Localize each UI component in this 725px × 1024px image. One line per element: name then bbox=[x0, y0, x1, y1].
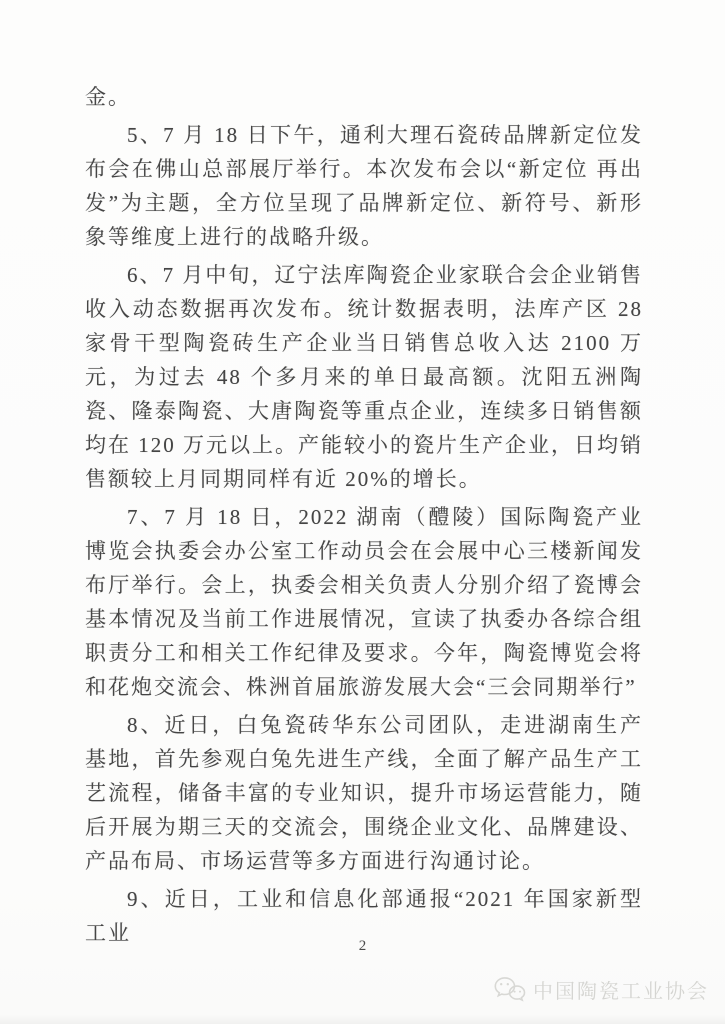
paragraph-item-9: 9、近日，工业和信息化部通报“2021 年国家新型工业 bbox=[85, 887, 643, 945]
watermark bbox=[492, 974, 709, 1004]
paragraph-item-8: 8、近日，白兔瓷砖华东公司团队，走进湖南生产基地，首先参观白兔先进生产线，全面了解产品生产工艺流程，储备丰富的专业知识，提升市场运营能力，随后开展为期三天的交流会，围绕企业文化、品牌建设、产品布局、市场运营等多方面进行沟通讨论。 bbox=[85, 713, 643, 873]
wechat-logo-icon bbox=[492, 974, 526, 1004]
paragraph-item-5: 5、7 月 18 日下午，通利大理石瓷砖品牌新定位发布会在佛山总部展厅举行。本次发布会以“新定位 再出发”为主题，全方位呈现了品牌新定位、新符号、新形象等维度上进行的战略升级。 bbox=[85, 123, 643, 249]
page-number: 2 bbox=[358, 938, 367, 954]
watermark-text: 中国陶瓷工业协会 bbox=[533, 980, 709, 1003]
paragraph-continuation: 金。 bbox=[85, 85, 131, 109]
paragraph-item-6: 6、7 月中旬，辽宁法库陶瓷企业家联合会企业销售收入动态数据再次发布。统计数据表明，法库产区 28 家骨干型陶瓷砖生产企业当日销售总收入达 2100 万元，为过去 48 个多月来的单日最高额。沈阳五洲陶瓷、隆泰陶瓷、大唐陶瓷等重点企业，连续多日销售额均在 120 万元以上。产能较小的瓷片生产企业，日均销售额较上月同期同样有近 20%的增长。 bbox=[85, 263, 643, 491]
scan-bottom-edge bbox=[0, 1015, 725, 1024]
document-body bbox=[85, 80, 643, 950]
paragraph-item-7: 7、7 月 18 日，2022 湖南（醴陵）国际陶瓷产业博览会执委会办公室工作动员会在会展中心三楼新闻发布厅举行。会上，执委会相关负责人分别介绍了瓷博会基本情况及当前工作进展情况，宣读了执委办各综合组职责分工和相关工作纪律及要求。今年，陶瓷博览会将和花炮交流会、株洲首届旅游发展大会“三会同期举行” bbox=[85, 505, 643, 699]
